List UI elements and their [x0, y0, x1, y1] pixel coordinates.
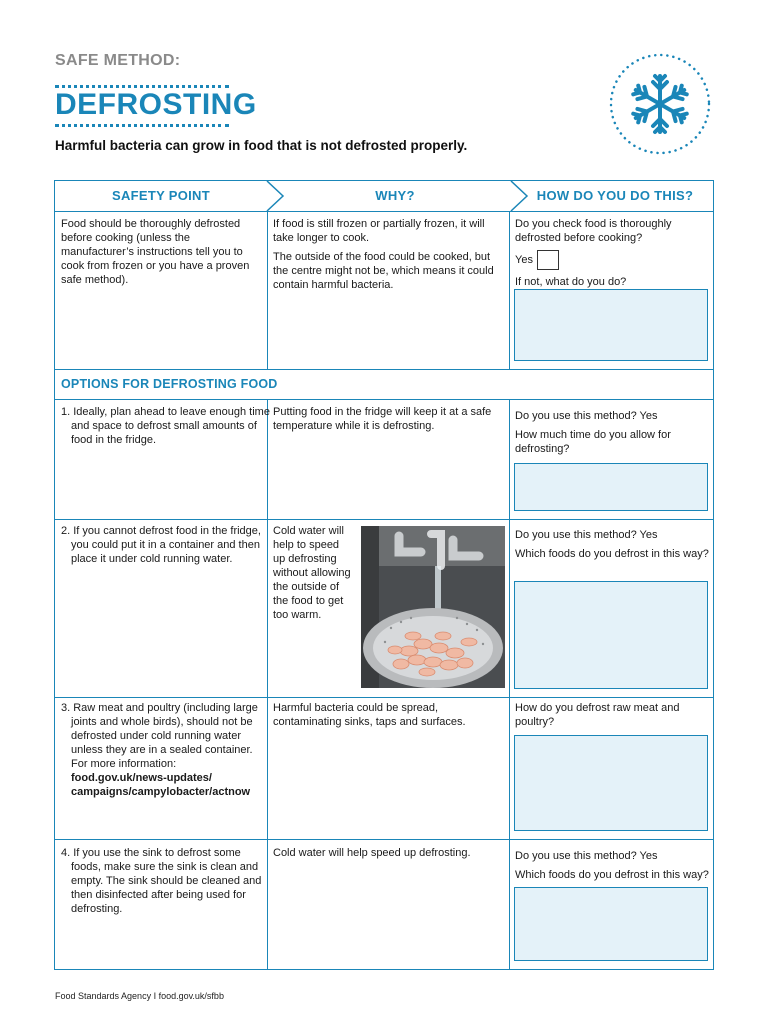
yes-checkbox[interactable]	[537, 250, 559, 270]
answer-box[interactable]	[514, 463, 708, 511]
row3-safety-point	[61, 701, 271, 799]
page-title: DEFROSTING	[55, 88, 257, 121]
row0-why-text: If food is still frozen or partially frozen, it will take longer to cook.	[273, 218, 485, 244]
row4-how-question: Do you use this method? Yes	[515, 850, 658, 862]
section-heading: OPTIONS FOR DEFROSTING FOOD	[61, 377, 278, 391]
campylobacter-link[interactable]: food.gov.uk/news-updates/ campaigns/campylobacter/actnow	[71, 772, 251, 798]
col-header-how: HOW DO YOU DO THIS?	[536, 188, 694, 203]
row1-how	[515, 409, 710, 461]
col-header-why: WHY?	[375, 188, 415, 203]
row3-why: Harmful bacteria could be spread, contaminating sinks, taps and surfaces.	[273, 702, 466, 728]
divider	[267, 211, 268, 369]
answer-box[interactable]	[514, 735, 708, 831]
divider	[509, 211, 510, 369]
divider	[55, 839, 713, 840]
row2-safety-point: 2. If you cannot defrost food in the fridge, you could put it in a container and then place it under cold running water.	[61, 525, 261, 565]
yes-option	[515, 250, 710, 270]
yes-label: Yes	[515, 253, 533, 266]
row2-how	[515, 528, 710, 566]
kicker: SAFE METHOD:	[55, 52, 181, 69]
row4-safety-point: 4. If you use the sink to defrost some foods, make sure the sink is clean and empty. The sink should be cleaned and then disinfected after being used for defrosting.	[61, 847, 262, 915]
intro-text: Harmful bacteria can grow in food that is not defrosted properly.	[55, 138, 468, 153]
divider	[55, 369, 713, 370]
row4-why: Cold water will help speed up defrosting.	[273, 847, 471, 859]
divider	[55, 211, 713, 212]
row0-how	[515, 217, 710, 294]
defrosting-table	[54, 180, 714, 970]
row1-how-question: Do you use this method? Yes	[515, 410, 658, 422]
answer-box[interactable]	[514, 581, 708, 689]
row0-why	[273, 217, 505, 297]
divider	[509, 399, 510, 969]
divider	[55, 697, 713, 698]
col-header-safety-point: SAFETY POINT	[112, 188, 210, 203]
row2-how-question: Do you use this method? Yes	[515, 529, 658, 541]
row0-how-question: Do you check food is thoroughly defrosted before cooking?	[515, 218, 672, 244]
row1-how-followup: How much time do you allow for defrosting?	[515, 429, 671, 455]
row2-how-followup: Which foods do you defrost in this way?	[515, 548, 709, 560]
row1-safety-point: 1. Ideally, plan ahead to leave enough time and space to defrost small amounts of food in the fridge.	[61, 406, 270, 446]
row4-how	[515, 849, 710, 887]
row2-why: Cold water will help to speed up defrosting without allowing the outside of the food to get too warm.	[273, 525, 351, 621]
row0-how-followup: If not, what do you do?	[515, 276, 627, 288]
answer-box[interactable]	[514, 887, 708, 961]
footer-text: Food Standards Agency I food.gov.uk/sfbb	[55, 991, 224, 1001]
sink-defrosting-photo	[361, 526, 505, 688]
title-dots-bottom	[55, 124, 229, 127]
snowflake-icon	[608, 52, 712, 156]
row3-safety-text: 3. Raw meat and poultry (including large joints and whole birds), should not be defrosted under cold running water unless they are in a sealed container. For more information:	[61, 702, 258, 770]
row0-safety-point: Food should be thoroughly defrosted before cooking (unless the manufacturer’s instructions tell you to cook from frozen or you have a proven safe method).	[61, 218, 250, 286]
answer-box[interactable]	[514, 289, 708, 361]
divider	[55, 519, 713, 520]
row3-how: How do you defrost raw meat and poultry?	[515, 702, 680, 728]
row0-why-text: The outside of the food could be cooked, but the centre might not be, which means it could contain harmful bacteria.	[273, 251, 494, 291]
row4-how-followup: Which foods do you defrost in this way?	[515, 869, 709, 881]
divider	[55, 399, 713, 400]
row1-why: Putting food in the fridge will keep it at a safe temperature while it is defrosting.	[273, 406, 492, 432]
